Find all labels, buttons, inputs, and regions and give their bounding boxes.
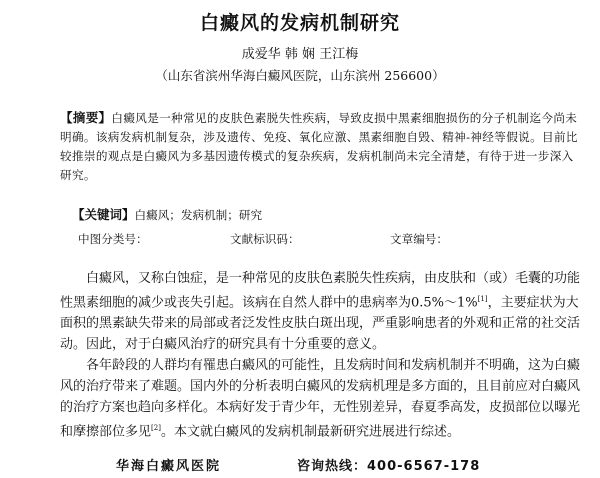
body-text-run: ，主要症状为大面积的黑素缺失带来的局部或者泛发性皮肤白斑出现，严重影响患者的外观和正常的社交活动。因此，对于白癜风治疗的研究具有十分重要的意义。 <box>60 295 581 353</box>
article-number-label: 文章编号： <box>390 232 448 246</box>
abstract-text: 白癜风是一种常见的皮肤色素脱失性疾病，导致皮损中黑素细胞损伤的分子机制迄今尚未明确。该病发病机制复杂，涉及遗传、免疫、氧化应激、黑素细胞自毁、精神-神经等假说。目前比较推崇的观点是白癜风为多基因遗传模式的复杂疾病，发病机制尚未完全清楚，有待于进一步深入研究。 <box>60 111 578 182</box>
author-list: 成爱华 韩 娴 王江梅 <box>241 47 359 62</box>
keywords-section <box>72 205 572 223</box>
body-text-run: 各年龄段的人群均有罹患白癜风的可能性，且发病时间和发病机制并不明确，这为白癜风的治疗带来了难题。国内外的分析表明白癜风的发病机理是多方面的，且目前应对白癜风的治疗方案也趋向多样化。本病好发于青少年，无性别差异，春夏季高发，皮损部位以曝光和摩擦部位多见 <box>60 358 581 440</box>
citation-ref: [2] <box>151 424 161 433</box>
keywords-label: 【关键词】 <box>72 207 135 222</box>
body-paragraph <box>60 268 590 355</box>
body-text <box>60 268 590 443</box>
footer-hospital-name: 华海白癜风医院 <box>116 459 222 474</box>
body-text-run: 白癜风，又称白蚀症，是一种常见的皮肤色素脱失性疾病，由皮肤和（或）毛囊的功能性黑素细胞的减少或丧失引起。该病在自然人群中的患病率为0.5%～1% <box>60 271 581 311</box>
abstract-label: 【摘要】 <box>60 110 112 125</box>
keywords-text: 白癜风；发病机制；研究 <box>134 208 263 222</box>
document-code-label: 文献标识码： <box>230 232 300 246</box>
paper-title: 白癜风的发病机制研究 <box>199 12 400 34</box>
citation-ref: [1] <box>477 295 488 303</box>
affiliation: （山东省滨州华海白癜风医院，山东滨州 256600） <box>155 68 445 83</box>
abstract-section <box>60 108 585 185</box>
body-paragraph <box>60 355 590 442</box>
footer-hotline: 咨询热线：400-6567-178 <box>297 459 481 474</box>
body-text-run: 。本文就白癜风的发病机制最新研究进展进行综述。 <box>160 424 460 440</box>
clc-number-label: 中图分类号： <box>78 232 148 246</box>
